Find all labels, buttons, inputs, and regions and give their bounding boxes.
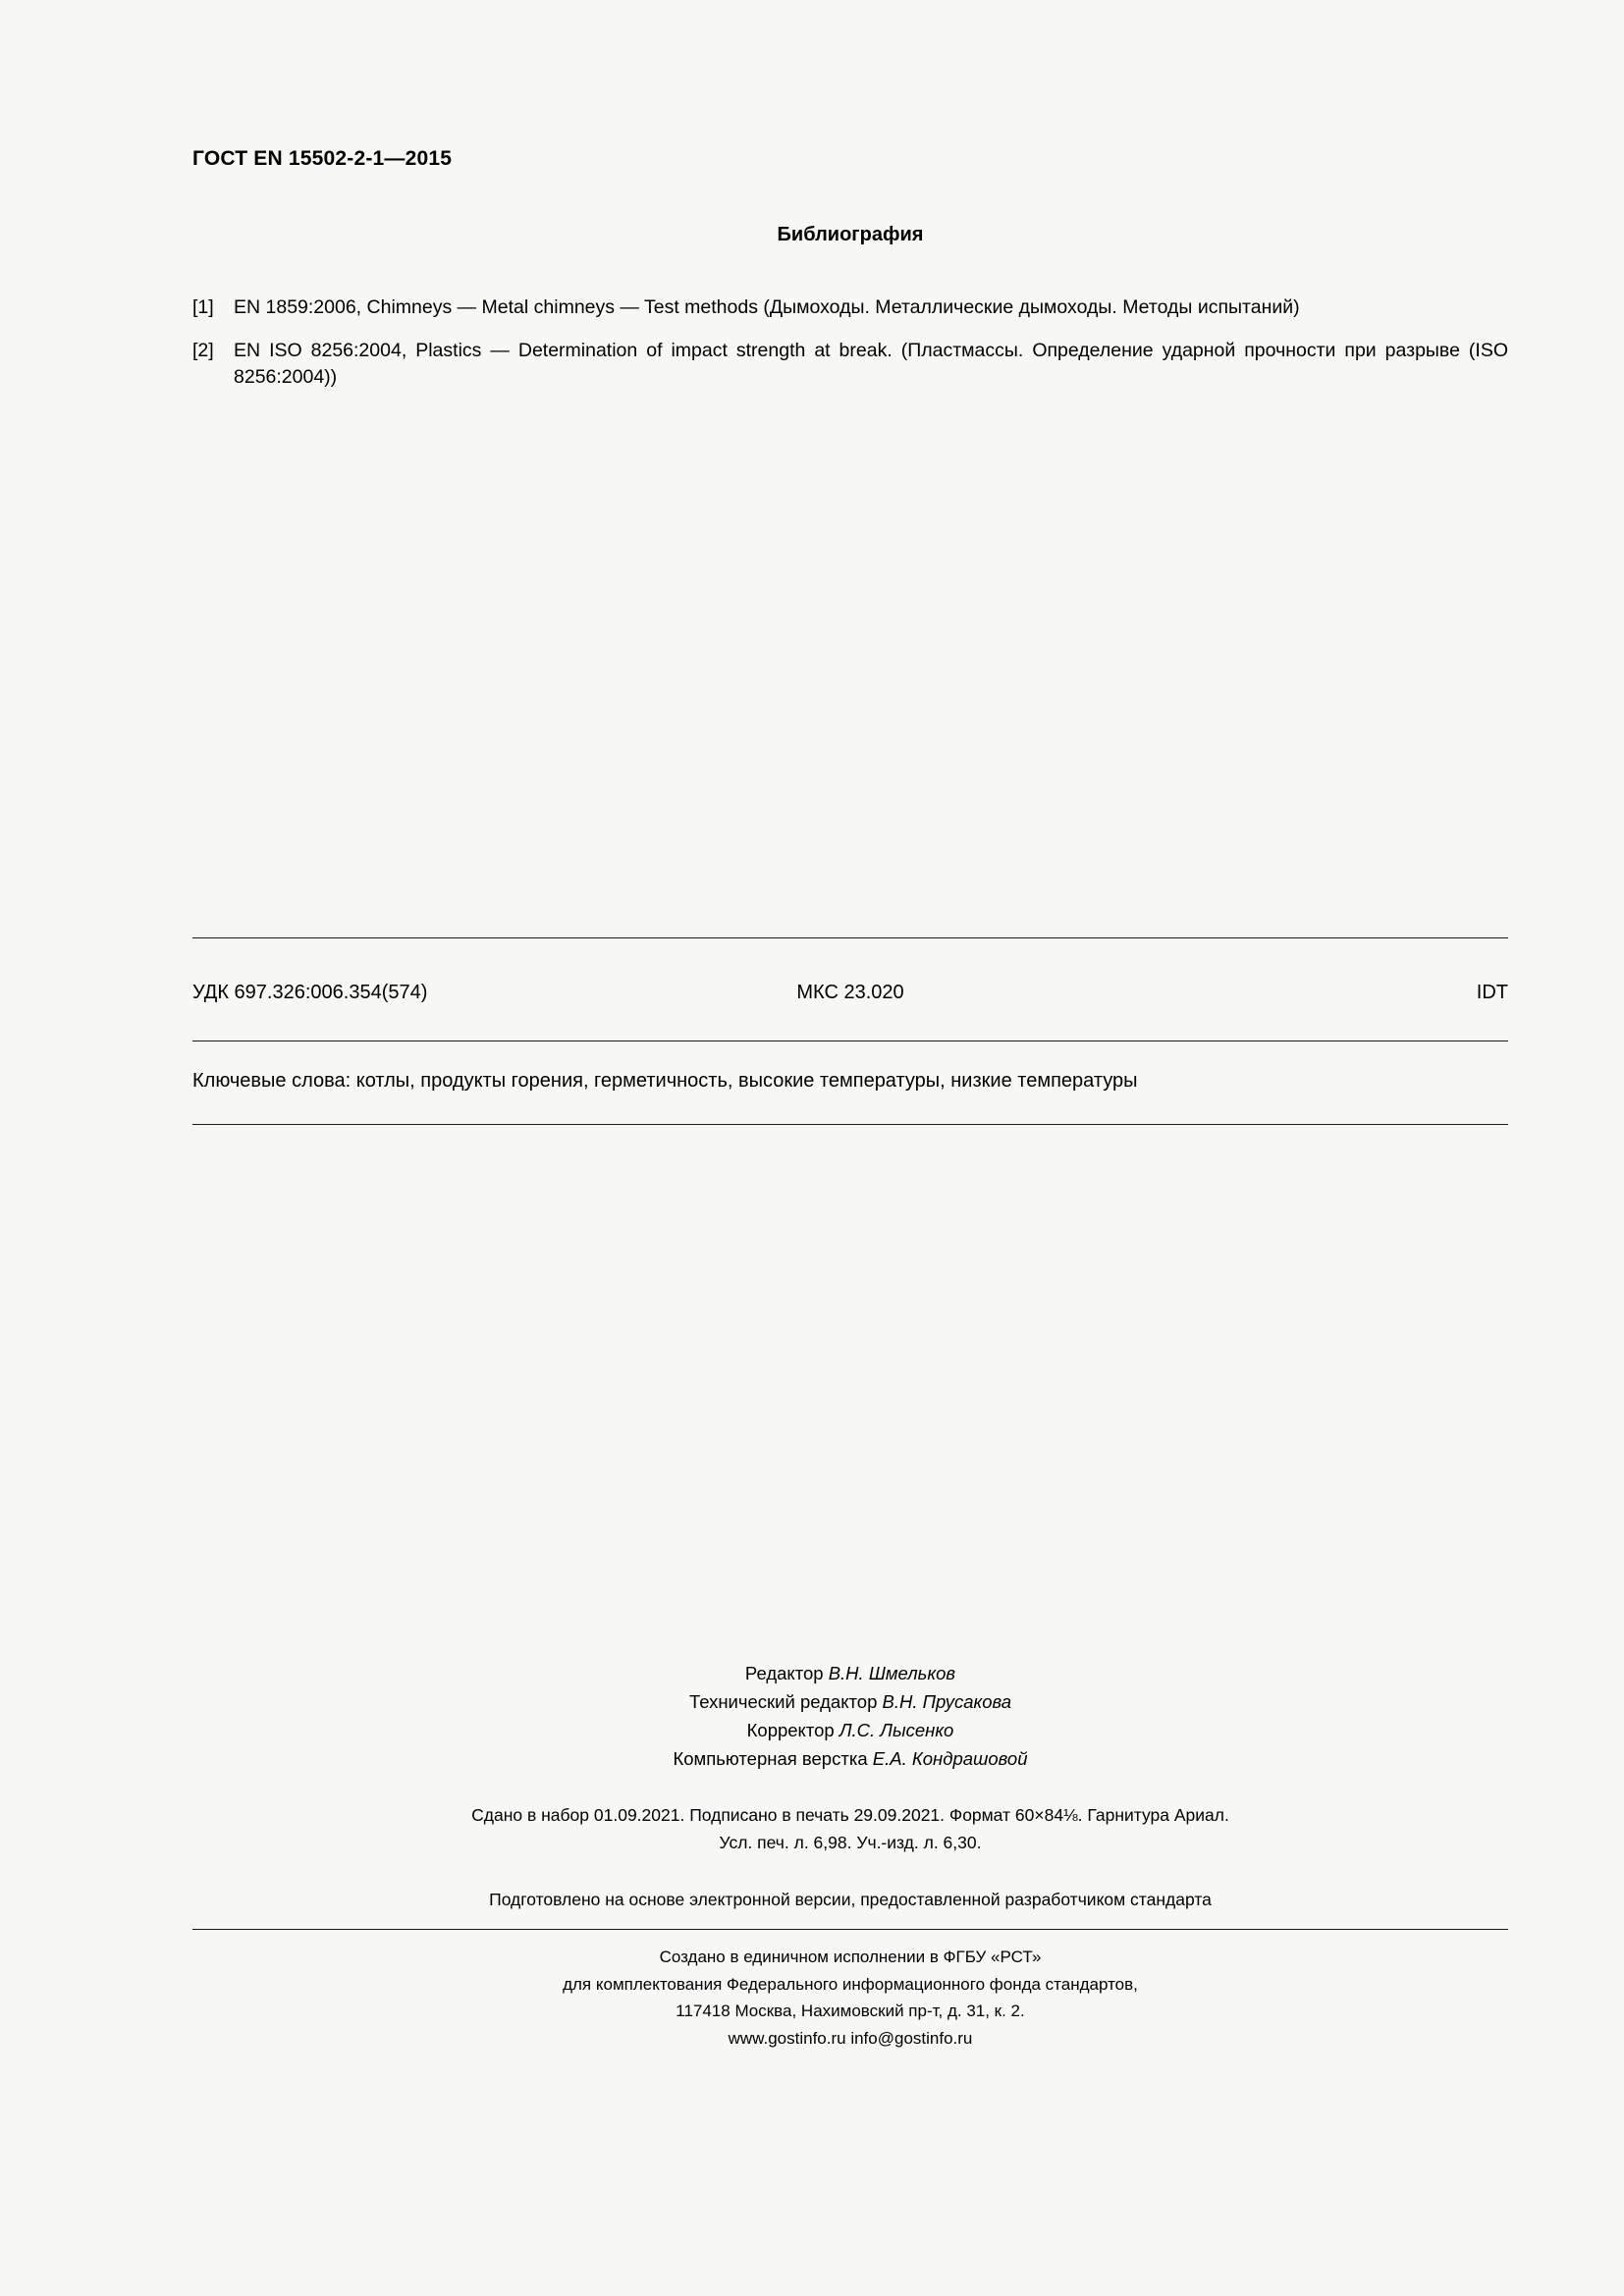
imprint-tech-editor [192, 1687, 1508, 1716]
keywords-line: Ключевые слова: котлы, продукты горения, герметичность, высокие температуры, низкие температуры [192, 1070, 1138, 1092]
reference-number: [2] [192, 339, 214, 361]
prepared-note: Подготовлено на основе электронной версии, предоставленной разработчиком стандарта [489, 1890, 1212, 1909]
page-content [192, 0, 1508, 2296]
divider-footer [192, 1929, 1508, 1930]
imprint-layout [192, 1744, 1508, 1773]
reference-text: EN ISO 8256:2004, Plastics — Determination of impact strength at break. (Пластмассы. Определение ударной прочности при разрыве (ISO 8256:2004)) [234, 339, 1508, 389]
footer-line-4: www.gostinfo.ru info@gostinfo.ru [728, 2028, 973, 2048]
imprint-corrector-name: Л.С. Лысенко [839, 1720, 954, 1741]
bibliography-list [192, 294, 1508, 407]
list-item [192, 338, 1508, 392]
reference-number: [1] [192, 296, 214, 318]
mks-code: МКС 23.020 [796, 982, 904, 1003]
divider-bottom [192, 1124, 1508, 1125]
footer-line-2: для комплектования Федерального информационного фонда стандартов, [563, 1974, 1138, 1994]
imprint-layout-name: Е.А. Кондрашовой [872, 1748, 1028, 1770]
udk-code: УДК 697.326:006.354(574) [192, 982, 428, 1003]
footer-line-1: Создано в единичном исполнении в ФГБУ «РСТ» [659, 1948, 1042, 1966]
footer-line-3: 117418 Москва, Нахимовский пр-т, д. 31, к. 2. [676, 2002, 1025, 2021]
imprint-tech-editor-name: В.Н. Прусакова [882, 1691, 1012, 1713]
imprint-block [192, 1659, 1508, 1773]
print-info-line-2: Усл. печ. л. 6,98. Уч.-изд. л. 6,30. [719, 1833, 982, 1852]
document-standard-number: ГОСТ EN 15502-2-1—2015 [192, 147, 453, 170]
print-info-block [192, 1801, 1508, 1856]
reference-text: EN 1859:2006, Chimneys — Metal chimneys — Test methods (Дымоходы. Металлические дымоходы. Методы испытаний) [234, 296, 1300, 318]
idt-code: IDT [1476, 982, 1508, 1003]
imprint-corrector-label: Корректор [746, 1720, 839, 1741]
list-item [192, 294, 1508, 322]
bibliography-heading: Библиография [777, 224, 924, 245]
imprint-editor-name: В.Н. Шмельков [828, 1663, 956, 1683]
imprint-layout-label: Компьютерная верстка [673, 1748, 873, 1770]
footer-block [192, 1944, 1508, 2052]
imprint-editor-label: Редактор [744, 1663, 829, 1683]
imprint-editor [192, 1659, 1508, 1687]
imprint-tech-editor-label: Технический редактор [688, 1691, 883, 1713]
imprint-corrector [192, 1716, 1508, 1744]
print-info-line-1: Сдано в набор 01.09.2021. Подписано в печать 29.09.2021. Формат 60×84⅛. Гарнитура Ариал. [471, 1805, 1229, 1825]
divider-top [192, 937, 1508, 938]
